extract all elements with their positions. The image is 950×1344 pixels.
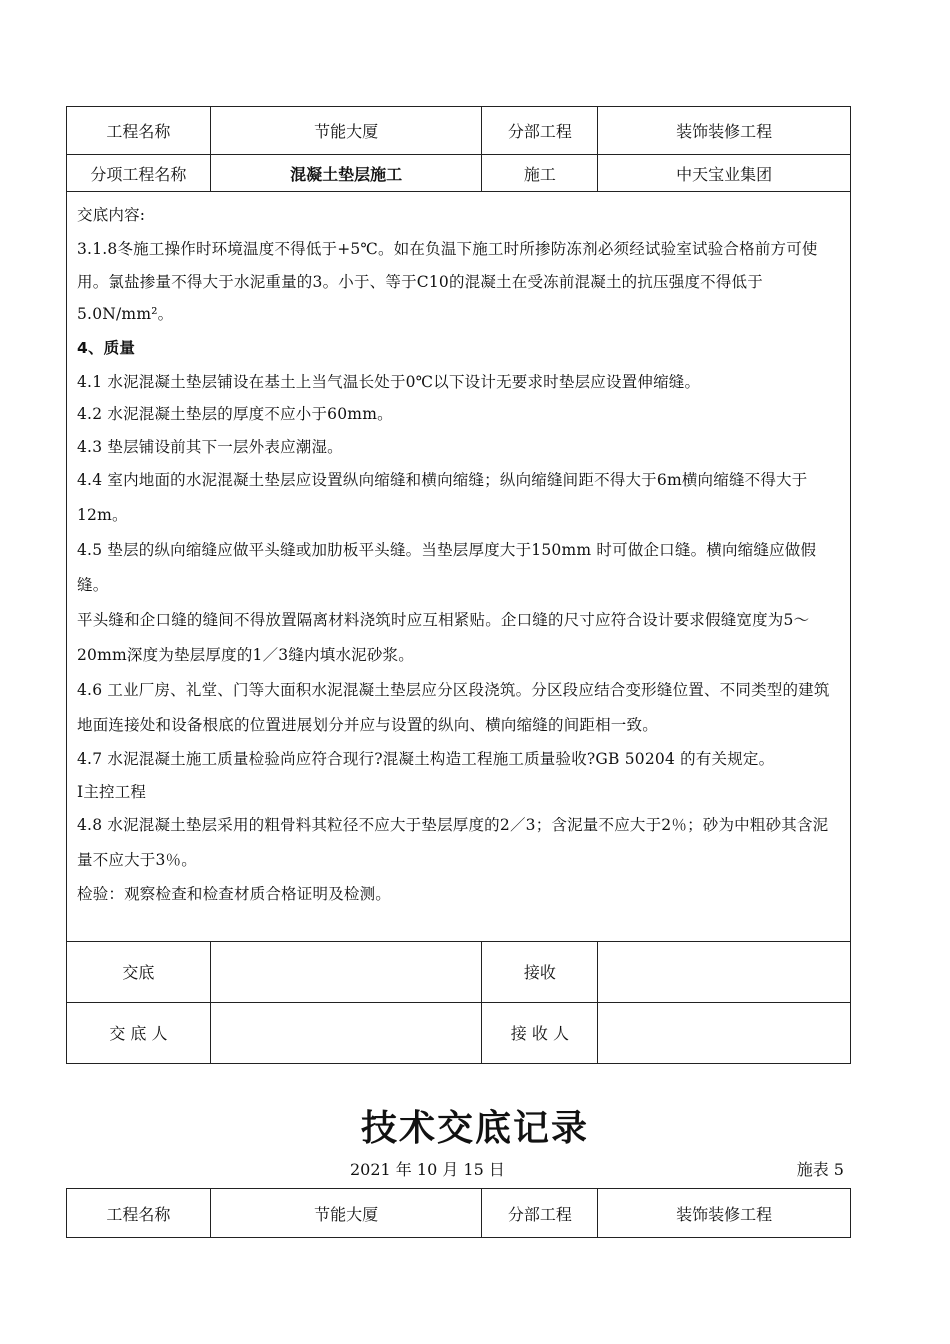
paragraph-4-1: 4.1 水泥混凝土垫层铺设在基土上当气温长处于0℃以下设计无要求时垫层应设置伸缩缝。 <box>77 372 701 391</box>
next-project-name-label: 工程名称 <box>67 1189 211 1238</box>
inspection-note: 检验：观察检查和检查材质合格证明及检测。 <box>77 885 392 903</box>
next-project-name-value: 节能大厦 <box>210 1189 482 1238</box>
receiver-label: 接 收 人 <box>482 1002 598 1063</box>
section-4-heading: 4、质量 <box>77 338 136 357</box>
paragraph-4-4: 4.4 室内地面的水泥混凝土垫层应设置纵向缩缝和横向缩缝；纵向缩缝间距不得大于6m横向缩缝不得大于12m。 <box>77 471 808 524</box>
receive-label: 接收 <box>482 941 598 1002</box>
sub-project-value: 装饰装修工程 <box>598 107 851 155</box>
sub-project-label: 分部工程 <box>482 107 598 155</box>
main-control-heading: Ⅰ主控工程 <box>77 782 147 801</box>
intro-label: 交底内容: <box>77 206 146 224</box>
paragraph-4-7: 4.7 水泥混凝土施工质量检验尚应符合现行?混凝土构造工程施工质量验收?GB 50204 的有关规定。 <box>77 750 775 768</box>
paragraph-4-6: 4.6 工业厂房、礼堂、门等大面积水泥混凝土垫层应分区段浇筑。分区段应结合变形缝位置、不同类型的建筑地面连接处和设备根底的位置进展划分并应与设置的纵向、横向缩缝的间距相一致。 <box>77 681 830 734</box>
handover-person-signature <box>210 1002 482 1063</box>
project-name-label: 工程名称 <box>67 107 211 155</box>
next-sub-project-label: 分部工程 <box>482 1189 598 1238</box>
paragraph-4-5: 4.5 垫层的纵向缩缝应做平头缝或加肋板平头缝。当垫层厚度大于150mm 时可做企口缝。横向缩缝应做假缝。 <box>77 541 817 594</box>
receiver-signature <box>598 1002 851 1063</box>
next-page-table <box>66 1188 851 1238</box>
next-sub-project-value: 装饰装修工程 <box>598 1189 851 1238</box>
receive-signature-cell <box>598 941 851 1002</box>
construction-unit: 中天宝业集团 <box>598 155 851 192</box>
handover-content <box>67 192 851 942</box>
paragraph-4-3: 4.3 垫层铺设前其下一层外表应潮湿。 <box>77 437 343 456</box>
paragraph-4-8: 4.8 水泥混凝土垫层采用的粗骨料其粒径不应大于垫层厚度的2／3；含泥量不应大于2％；砂为中粗砂其含泥量不应大于3％。 <box>77 816 829 869</box>
handover-label: 交底 <box>67 941 211 1002</box>
paragraph-4-5-b: 平头缝和企口缝的缝间不得放置隔离材料浇筑时应互相紧贴。企口缝的尺寸应符合设计要求假缝宽度为5～20mm深度为垫层厚度的1／3缝内填水泥砂浆。 <box>77 611 810 664</box>
document-date: 2021 年 10 月 15 日 <box>350 1160 505 1179</box>
paragraph-3-1-8: 3.1.8冬施工操作时环境温度不得低于+5℃。如在负温下施工时所掺防冻剂必须经试验室试验合格前方可使用。氯盐掺量不得大于水泥重量的3。小于、等于C10的混凝土在受冻前混凝土的抗压强度不得低于5.0N/mm²。 <box>77 240 818 323</box>
item-name: 混凝土垫层施工 <box>210 155 482 192</box>
project-name-value: 节能大厦 <box>210 107 482 155</box>
handover-person-label: 交 底 人 <box>67 1002 211 1063</box>
form-code: 施表 5 <box>796 1160 844 1179</box>
handover-table <box>66 106 851 1064</box>
construction-label: 施工 <box>482 155 598 192</box>
document-title: 技术交底记录 <box>360 1108 589 1149</box>
item-label: 分项工程名称 <box>67 155 211 192</box>
paragraph-4-2: 4.2 水泥混凝土垫层的厚度不应小于60mm。 <box>77 405 393 423</box>
handover-signature-cell <box>210 941 482 1002</box>
